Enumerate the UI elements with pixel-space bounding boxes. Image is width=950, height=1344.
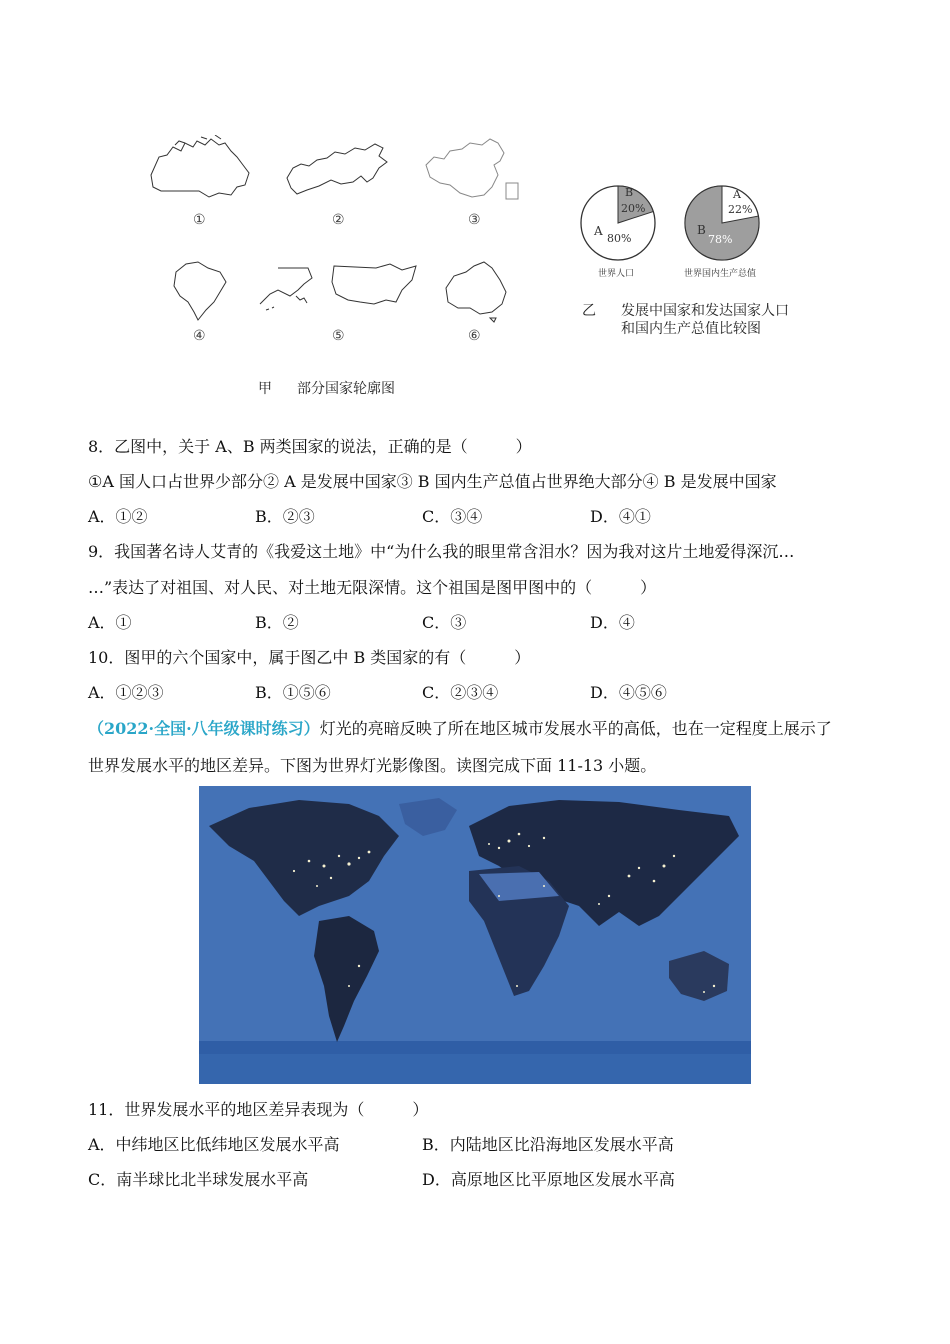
q10-option-d[interactable]: D．④⑤⑥	[590, 683, 667, 702]
pie2-a-label: A	[733, 188, 741, 201]
pie-gdp	[682, 183, 762, 263]
q8-option-d[interactable]: D．④①	[590, 507, 651, 526]
pie1-title: 世界人口	[598, 269, 635, 279]
q8-option-a[interactable]: A．①②	[88, 507, 148, 526]
outline-label-3: ③	[468, 212, 481, 228]
australia-outline	[440, 258, 512, 324]
q11-stem: 11．世界发展水平的地区差异表现为（ ）	[88, 1100, 429, 1119]
q9-option-b[interactable]: B．②	[255, 613, 299, 632]
pie1-a-label: A	[594, 224, 603, 238]
pie1-b-value: 20%	[621, 202, 646, 215]
outline-label-5: ⑤	[332, 328, 345, 344]
q8-statements: ①A 国人口占世界少部分② A 是发展中国家③ B 国内生产总值占世界绝大部分④ B 是发展中国家	[88, 472, 777, 491]
figure-yi-caption-line1: 发展中国家和发达国家人口	[621, 303, 789, 319]
pie2-a-value: 22%	[728, 203, 753, 216]
q10-option-b[interactable]: B．①⑤⑥	[255, 683, 331, 702]
pie2-b-label: B	[697, 223, 706, 237]
q11-option-c[interactable]: C．南半球比北半球发展水平高	[88, 1170, 309, 1189]
figure-yi-caption-prefix: 乙	[582, 303, 596, 319]
passage-line1	[88, 718, 832, 740]
q11-option-d[interactable]: D．高原地区比平原地区发展水平高	[422, 1170, 675, 1189]
q9-stem-line1: 9．我国著名诗人艾青的《我爱这土地》中“为什么我的眼里常含泪水？因为我对这片土地爱得深沉…	[88, 542, 795, 561]
outline-label-1: ①	[193, 212, 206, 228]
q8-stem: 8．乙图中，关于 A、B 两类国家的说法，正确的是（ ）	[88, 437, 532, 456]
world-night-lights-map	[199, 786, 751, 1084]
usa-outline	[256, 260, 421, 320]
q9-stem-line2: …”表达了对祖国、对人民、对土地无限深情。这个祖国是图甲图中的（ ）	[88, 578, 657, 597]
figure-jia-caption-prefix: 甲	[258, 381, 272, 397]
pie1-a-value: 80%	[607, 232, 632, 245]
pie1-b-label: B	[625, 186, 634, 199]
outline-label-2: ②	[332, 212, 345, 228]
passage-source: （2022·全国·八年级课时练习）	[88, 719, 320, 738]
q8-option-c[interactable]: C．③④	[422, 507, 483, 526]
q9-option-c[interactable]: C．③	[422, 613, 467, 632]
china-outline	[420, 135, 525, 207]
pie2-title: 世界国内生产总值	[684, 269, 757, 279]
q10-option-c[interactable]: C．②③④	[422, 683, 499, 702]
q11-option-a[interactable]: A．中纬地区比低纬地区发展水平高	[88, 1135, 340, 1154]
q9-option-a[interactable]: A．①	[88, 613, 132, 632]
q11-option-b[interactable]: B．内陆地区比沿海地区发展水平高	[422, 1135, 674, 1154]
russia-outline	[283, 138, 393, 200]
outline-label-4: ④	[193, 328, 206, 344]
q9-option-d[interactable]: D．④	[590, 613, 635, 632]
brazil-outline	[168, 258, 230, 324]
pie-population	[578, 183, 658, 263]
pie2-b-value: 78%	[708, 233, 733, 246]
outline-label-6: ⑥	[468, 328, 481, 344]
figure-jia-caption: 部分国家轮廓图	[297, 381, 395, 397]
figure-yi-caption-line2: 和国内生产总值比较图	[621, 321, 761, 337]
q8-option-b[interactable]: B．②③	[255, 507, 315, 526]
passage-text-line1: 灯光的亮暗反映了所在地区城市发展水平的高低，也在一定程度上展示了	[319, 719, 832, 738]
canada-outline	[145, 135, 255, 207]
q10-option-a[interactable]: A．①②③	[88, 683, 164, 702]
q10-stem: 10．图甲的六个国家中，属于图乙中 B 类国家的有（ ）	[88, 648, 531, 667]
passage-text-line2: 世界发展水平的地区差异。下图为世界灯光影像图。读图完成下面 11-13 小题。	[88, 756, 657, 775]
